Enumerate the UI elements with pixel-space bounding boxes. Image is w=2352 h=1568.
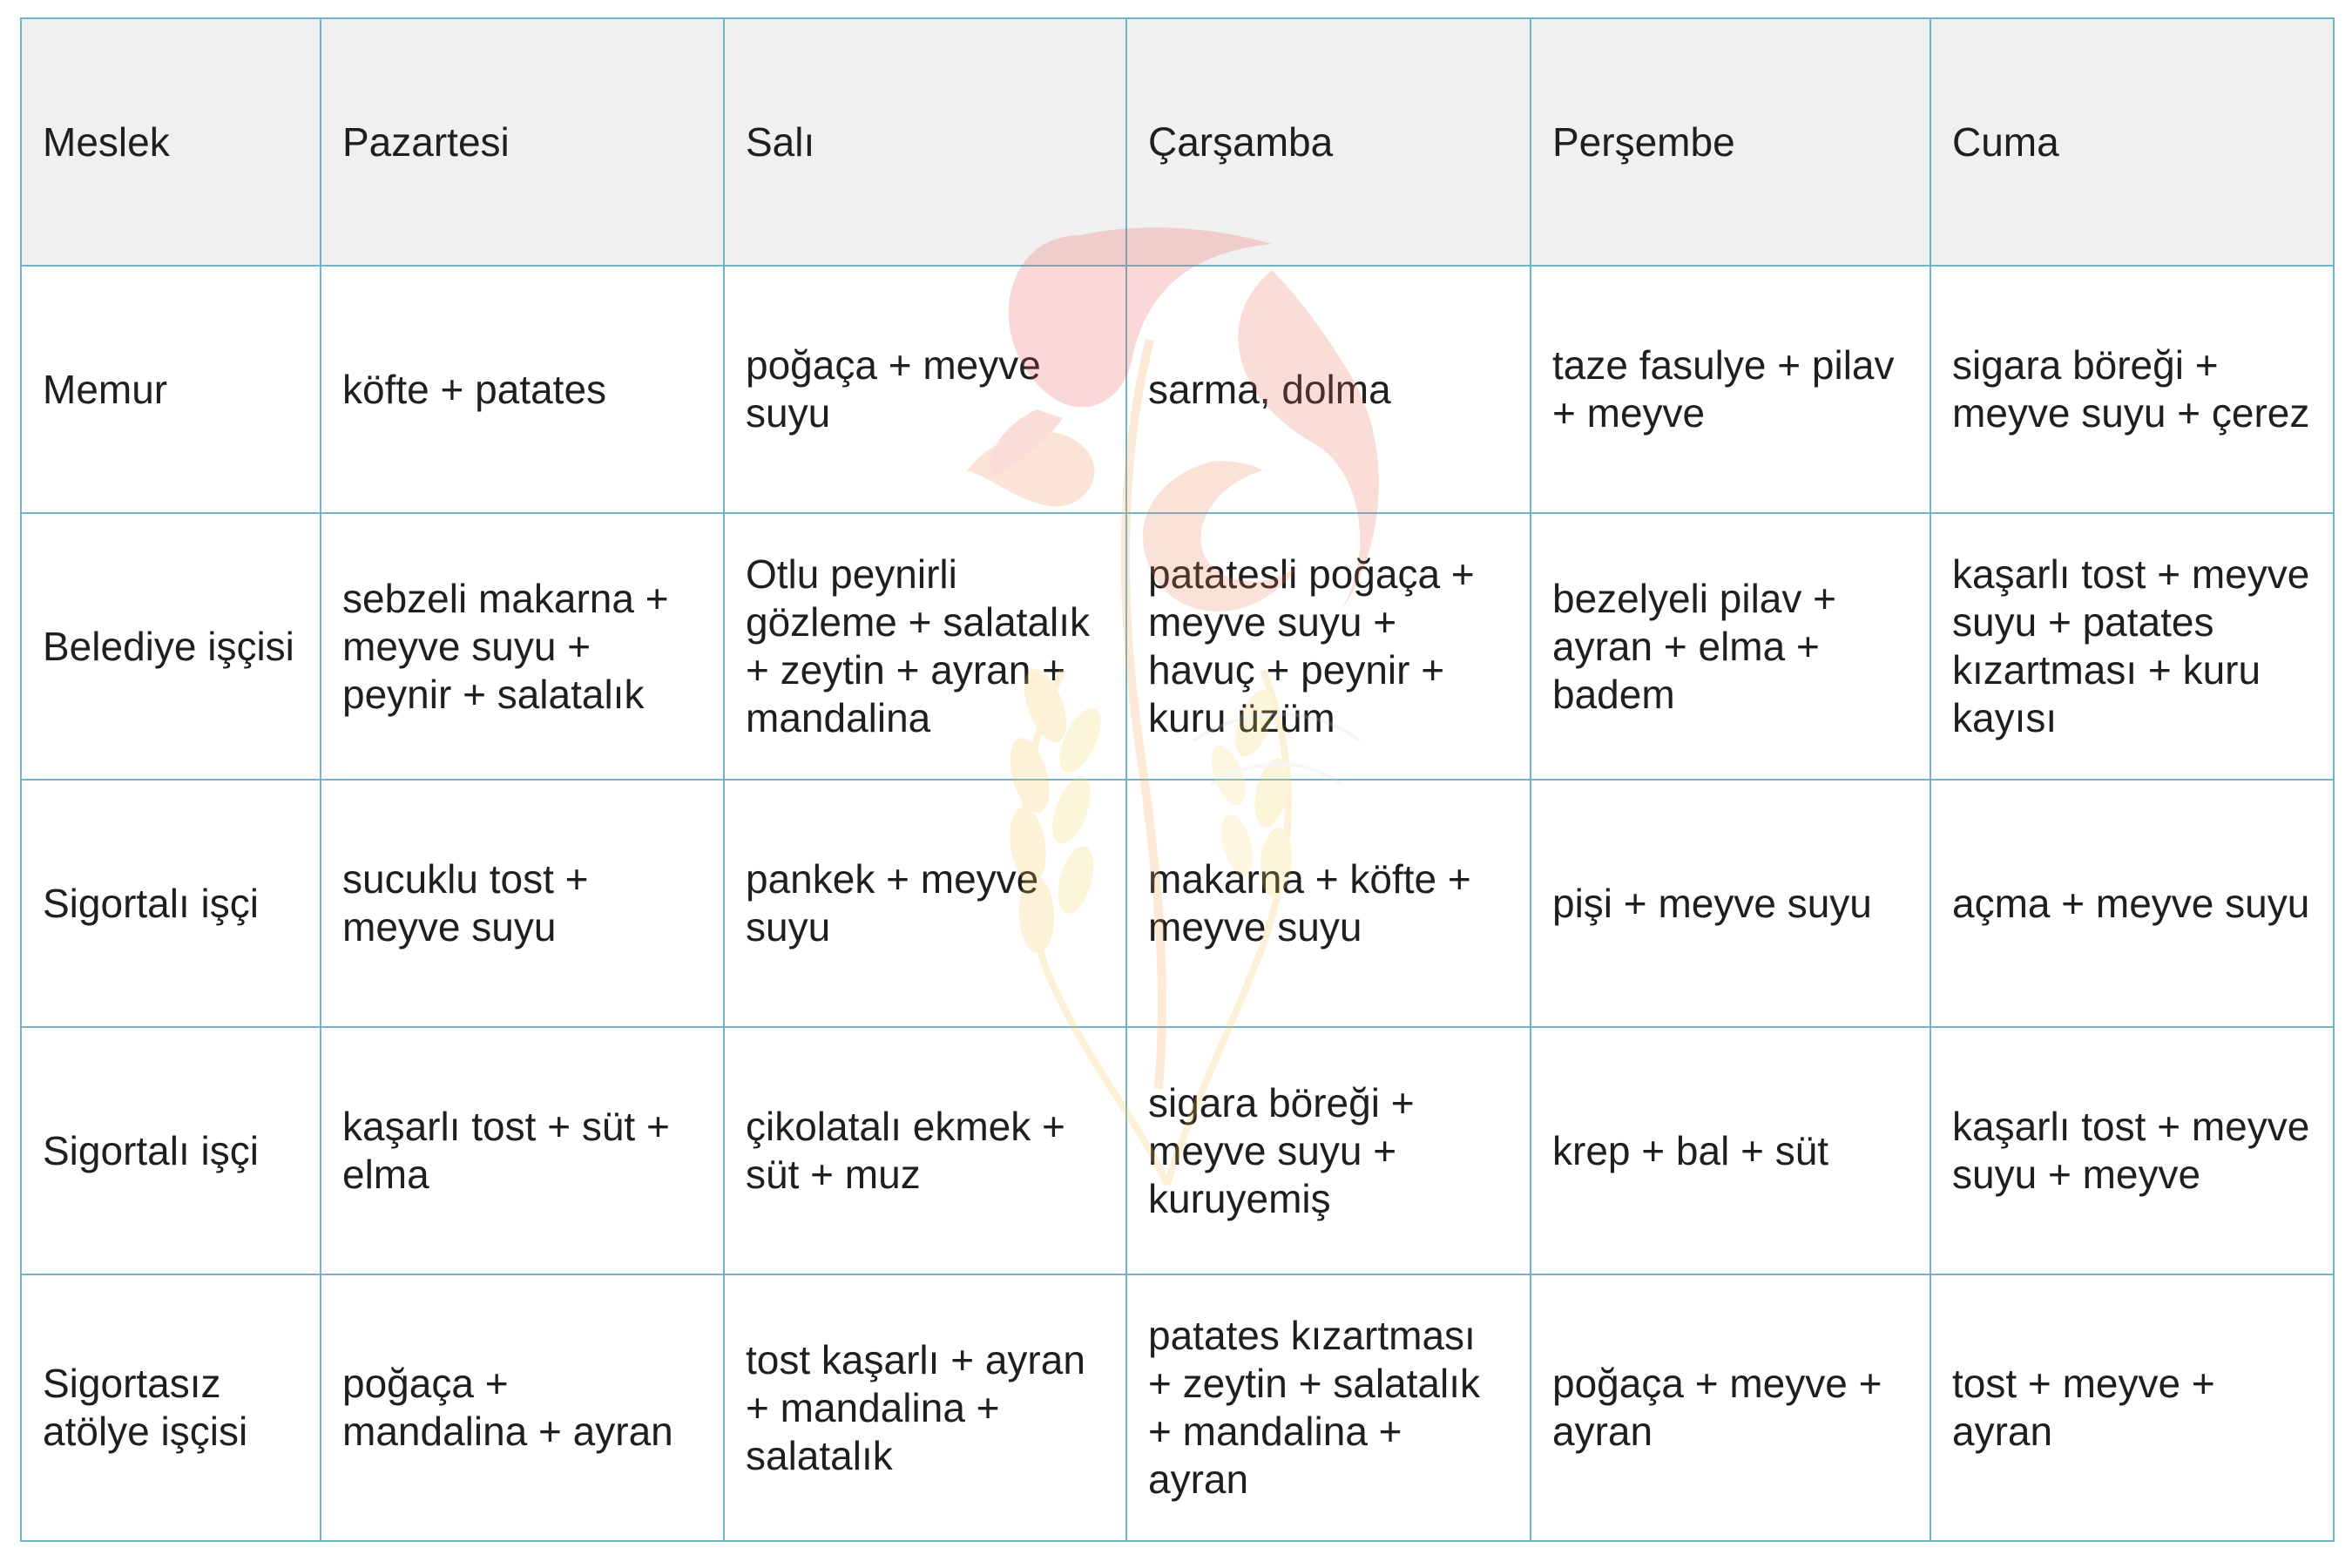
cell-cuma: açma + meyve suyu	[1930, 780, 2334, 1027]
cell-cuma: sigara böreği + meyve suyu + çerez	[1930, 266, 2334, 513]
cell-persembe: krep + bal + süt	[1531, 1027, 1930, 1274]
table-row	[21, 266, 2334, 513]
header-carsamba: Çarşamba	[1126, 18, 1531, 266]
cell-meslek: Belediye işçisi	[21, 513, 321, 780]
header-cuma: Cuma	[1930, 18, 2334, 266]
cell-carsamba: makarna + köfte + meyve suyu	[1126, 780, 1531, 1027]
header-meslek: Meslek	[21, 18, 321, 266]
cell-carsamba: patatesli poğaça + meyve suyu + havuç + peynir + kuru üzüm	[1126, 513, 1531, 780]
cell-sali: pankek + meyve suyu	[724, 780, 1126, 1027]
cell-carsamba: sarma, dolma	[1126, 266, 1531, 513]
cell-meslek: Memur	[21, 266, 321, 513]
table-row	[21, 1027, 2334, 1274]
cell-meslek: Sigortasız atölye işçisi	[21, 1274, 321, 1541]
cell-persembe: bezelyeli pilav + ayran + elma + badem	[1531, 513, 1930, 780]
table-row	[21, 780, 2334, 1027]
cell-cuma: tost + meyve + ayran	[1930, 1274, 2334, 1541]
table-row	[21, 513, 2334, 780]
cell-cuma: kaşarlı tost + meyve suyu + patates kızartması + kuru kayısı	[1930, 513, 2334, 780]
cell-carsamba: sigara böreği + meyve suyu + kuruyemiş	[1126, 1027, 1531, 1274]
cell-meslek: Sigortalı işçi	[21, 780, 321, 1027]
cell-persembe: poğaça + meyve + ayran	[1531, 1274, 1930, 1541]
header-row	[21, 18, 2334, 266]
cell-sali: poğaça + meyve suyu	[724, 266, 1126, 513]
cell-pazartesi: kaşarlı tost + süt + elma	[321, 1027, 724, 1274]
cell-cuma: kaşarlı tost + meyve suyu + meyve	[1930, 1027, 2334, 1274]
lunch-menu-table	[20, 17, 2335, 1542]
cell-meslek: Sigortalı işçi	[21, 1027, 321, 1274]
cell-pazartesi: sucuklu tost + meyve suyu	[321, 780, 724, 1027]
cell-sali: tost kaşarlı + ayran + mandalina + salatalık	[724, 1274, 1126, 1541]
table-row	[21, 1274, 2334, 1541]
cell-sali: çikolatalı ekmek + süt + muz	[724, 1027, 1126, 1274]
header-persembe: Perşembe	[1531, 18, 1930, 266]
cell-pazartesi: köfte + patates	[321, 266, 724, 513]
header-pazartesi: Pazartesi	[321, 18, 724, 266]
cell-carsamba: patates kızartması + zeytin + salatalık + mandalina + ayran	[1126, 1274, 1531, 1541]
cell-pazartesi: poğaça + mandalina + ayran	[321, 1274, 724, 1541]
header-sali: Salı	[724, 18, 1126, 266]
cell-persembe: pişi + meyve suyu	[1531, 780, 1930, 1027]
cell-pazartesi: sebzeli makarna + meyve suyu + peynir + salatalık	[321, 513, 724, 780]
cell-persembe: taze fasulye + pilav + meyve	[1531, 266, 1930, 513]
cell-sali: Otlu peynirli gözleme + salatalık + zeytin + ayran + mandalina	[724, 513, 1126, 780]
